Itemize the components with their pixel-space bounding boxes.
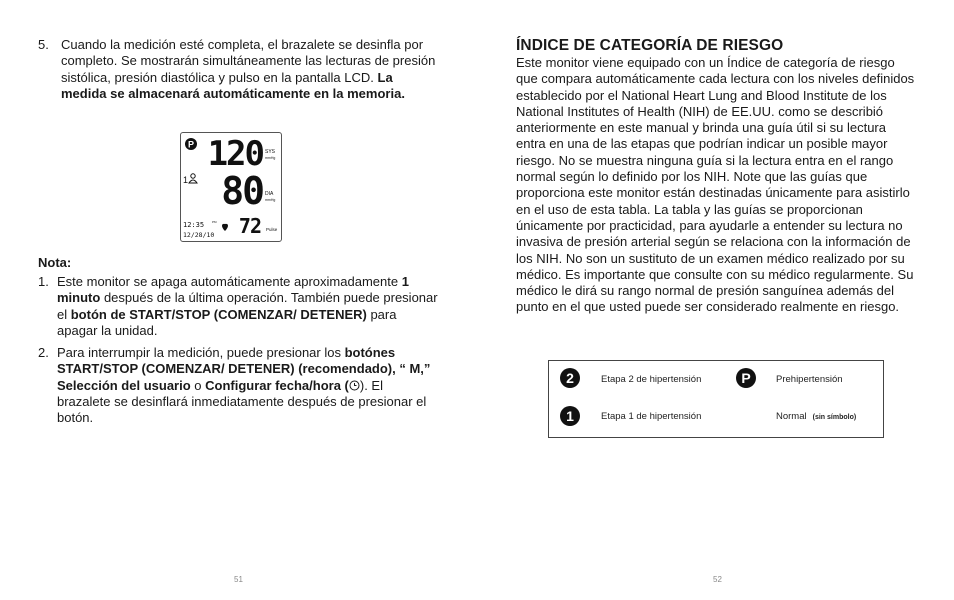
- legend-normal-label: Normal: [776, 411, 807, 422]
- stage-1-hypertension-icon: [559, 405, 581, 427]
- lcd-systolic: 120: [207, 134, 263, 174]
- lcd-sys-unit: mmHg: [265, 156, 276, 160]
- section-heading: ÍNDICE DE CATEGORÍA DE RIESGO: [516, 37, 784, 54]
- lcd-pulse-label: Pulse: [266, 227, 278, 232]
- lcd-diastolic: 80: [221, 169, 263, 213]
- lcd-ampm: PM: [212, 220, 217, 224]
- note-bold: Configurar fecha/hora: [205, 377, 341, 393]
- lcd-display-illustration: [180, 132, 282, 242]
- legend-normal-note: (sin símbolo): [812, 414, 857, 421]
- stage-1-glyph: 1: [566, 408, 574, 424]
- lcd-time: 12:35: [183, 221, 205, 229]
- lcd-dia-label: DIA: [265, 191, 274, 197]
- note-bold: botónes START/STOP (COMENZAR/ DETENER) (recomendado), “ M,” Selección del usuario: [57, 345, 431, 393]
- note-text: Para interrumpir la medición, puede presionar los: [57, 345, 345, 360]
- page-number: 51: [234, 575, 243, 584]
- nota-heading: Nota:: [38, 255, 72, 270]
- note-text: después de la última operación. También puede presionar el: [57, 290, 438, 322]
- note-bold: botón de START/STOP (COMENZAR/ DETENER): [70, 306, 367, 322]
- note-item-1: [38, 274, 438, 339]
- instruction-item-5: [38, 37, 438, 102]
- user-icon: [189, 174, 197, 183]
- legend-prehypertension: Prehipertensión: [776, 374, 843, 385]
- note-text: para apagar la unidad.: [57, 306, 397, 338]
- note-text-closing: ). El brazalete se desinflará inmediatamente después de presionar el botón.: [57, 377, 427, 426]
- heart-icon: [222, 224, 228, 231]
- note-text: o: [190, 377, 206, 393]
- lcd-pulse: 72: [238, 214, 261, 238]
- item-text: Cuando la medición esté completa, el brazalete se desinfla por completo. Se mostrarán simultáneamente las lecturas de presión sistólica, presión diastólica y pulso en la pantalla LCD.: [61, 37, 436, 85]
- page-number: 52: [713, 575, 722, 584]
- note-number: 1.: [38, 274, 49, 289]
- lcd-svg: [181, 133, 281, 241]
- lcd-sys-label: SYS: [265, 149, 276, 155]
- legend-normal: [776, 411, 856, 422]
- risk-category-legend: [548, 360, 884, 438]
- lcd-dia-unit: mmHg: [265, 198, 276, 202]
- legend-stage-2: Etapa 2 de hipertensión: [601, 374, 702, 385]
- lcd-p-glyph: P: [187, 139, 195, 150]
- note-item-2: [38, 345, 438, 426]
- note-number: 2.: [38, 345, 49, 360]
- legend-stage-1: Etapa 1 de hipertensión: [601, 411, 702, 422]
- lcd-date: 12/28/10: [183, 231, 215, 239]
- note-bold: 1 minuto: [57, 274, 409, 306]
- stage-2-glyph: 2: [566, 370, 574, 386]
- prehypertension-legend-icon: [735, 367, 757, 389]
- item-number: 5.: [38, 37, 49, 52]
- prehyper-glyph: P: [741, 370, 751, 386]
- lcd-user: 1: [183, 175, 189, 185]
- stage-2-hypertension-icon: [559, 367, 581, 389]
- note-text: Este monitor se apaga automáticamente aproximadamente: [57, 274, 402, 289]
- item-bold-text: La medida se almacenará automáticamente en la memoria.: [61, 69, 405, 101]
- clock-icon: [349, 380, 360, 391]
- section-body: Este monitor viene equipado con un Índice de categoría de riesgo que compara automáticamente cada lectura con los niveles definidos establecido por el National Heart Lung and Blood Institute de los National Institutes of Health (NIH) de EE.UU. como se describió anteriormente en este manual y brinda una guía útil si su lectura entra en una de las etapas que podrían indicar un posible mayor riesgo. No se muestra ninguna guía si la lectura entra en el rango normal según lo definido por los NIH. Note que las guías que proporciona este monitor están destinadas únicamente para asistirlo en el uso de esta tabla. La tabla y las guías se proporcionan únicamente por practicidad, para ayudarle a entender su lectura no invasiva de presión arterial según se relaciona con la información de los NIH. No son un sustituto de un examen médico realizado por su médico. Es importante que consulte con su médico regularmente. Su médico le dirá su rango normal de presión sanguínea además del punto en el que usted puede ser considerado realmente en riesgo.: [516, 55, 915, 315]
- note-text: (: [340, 377, 349, 393]
